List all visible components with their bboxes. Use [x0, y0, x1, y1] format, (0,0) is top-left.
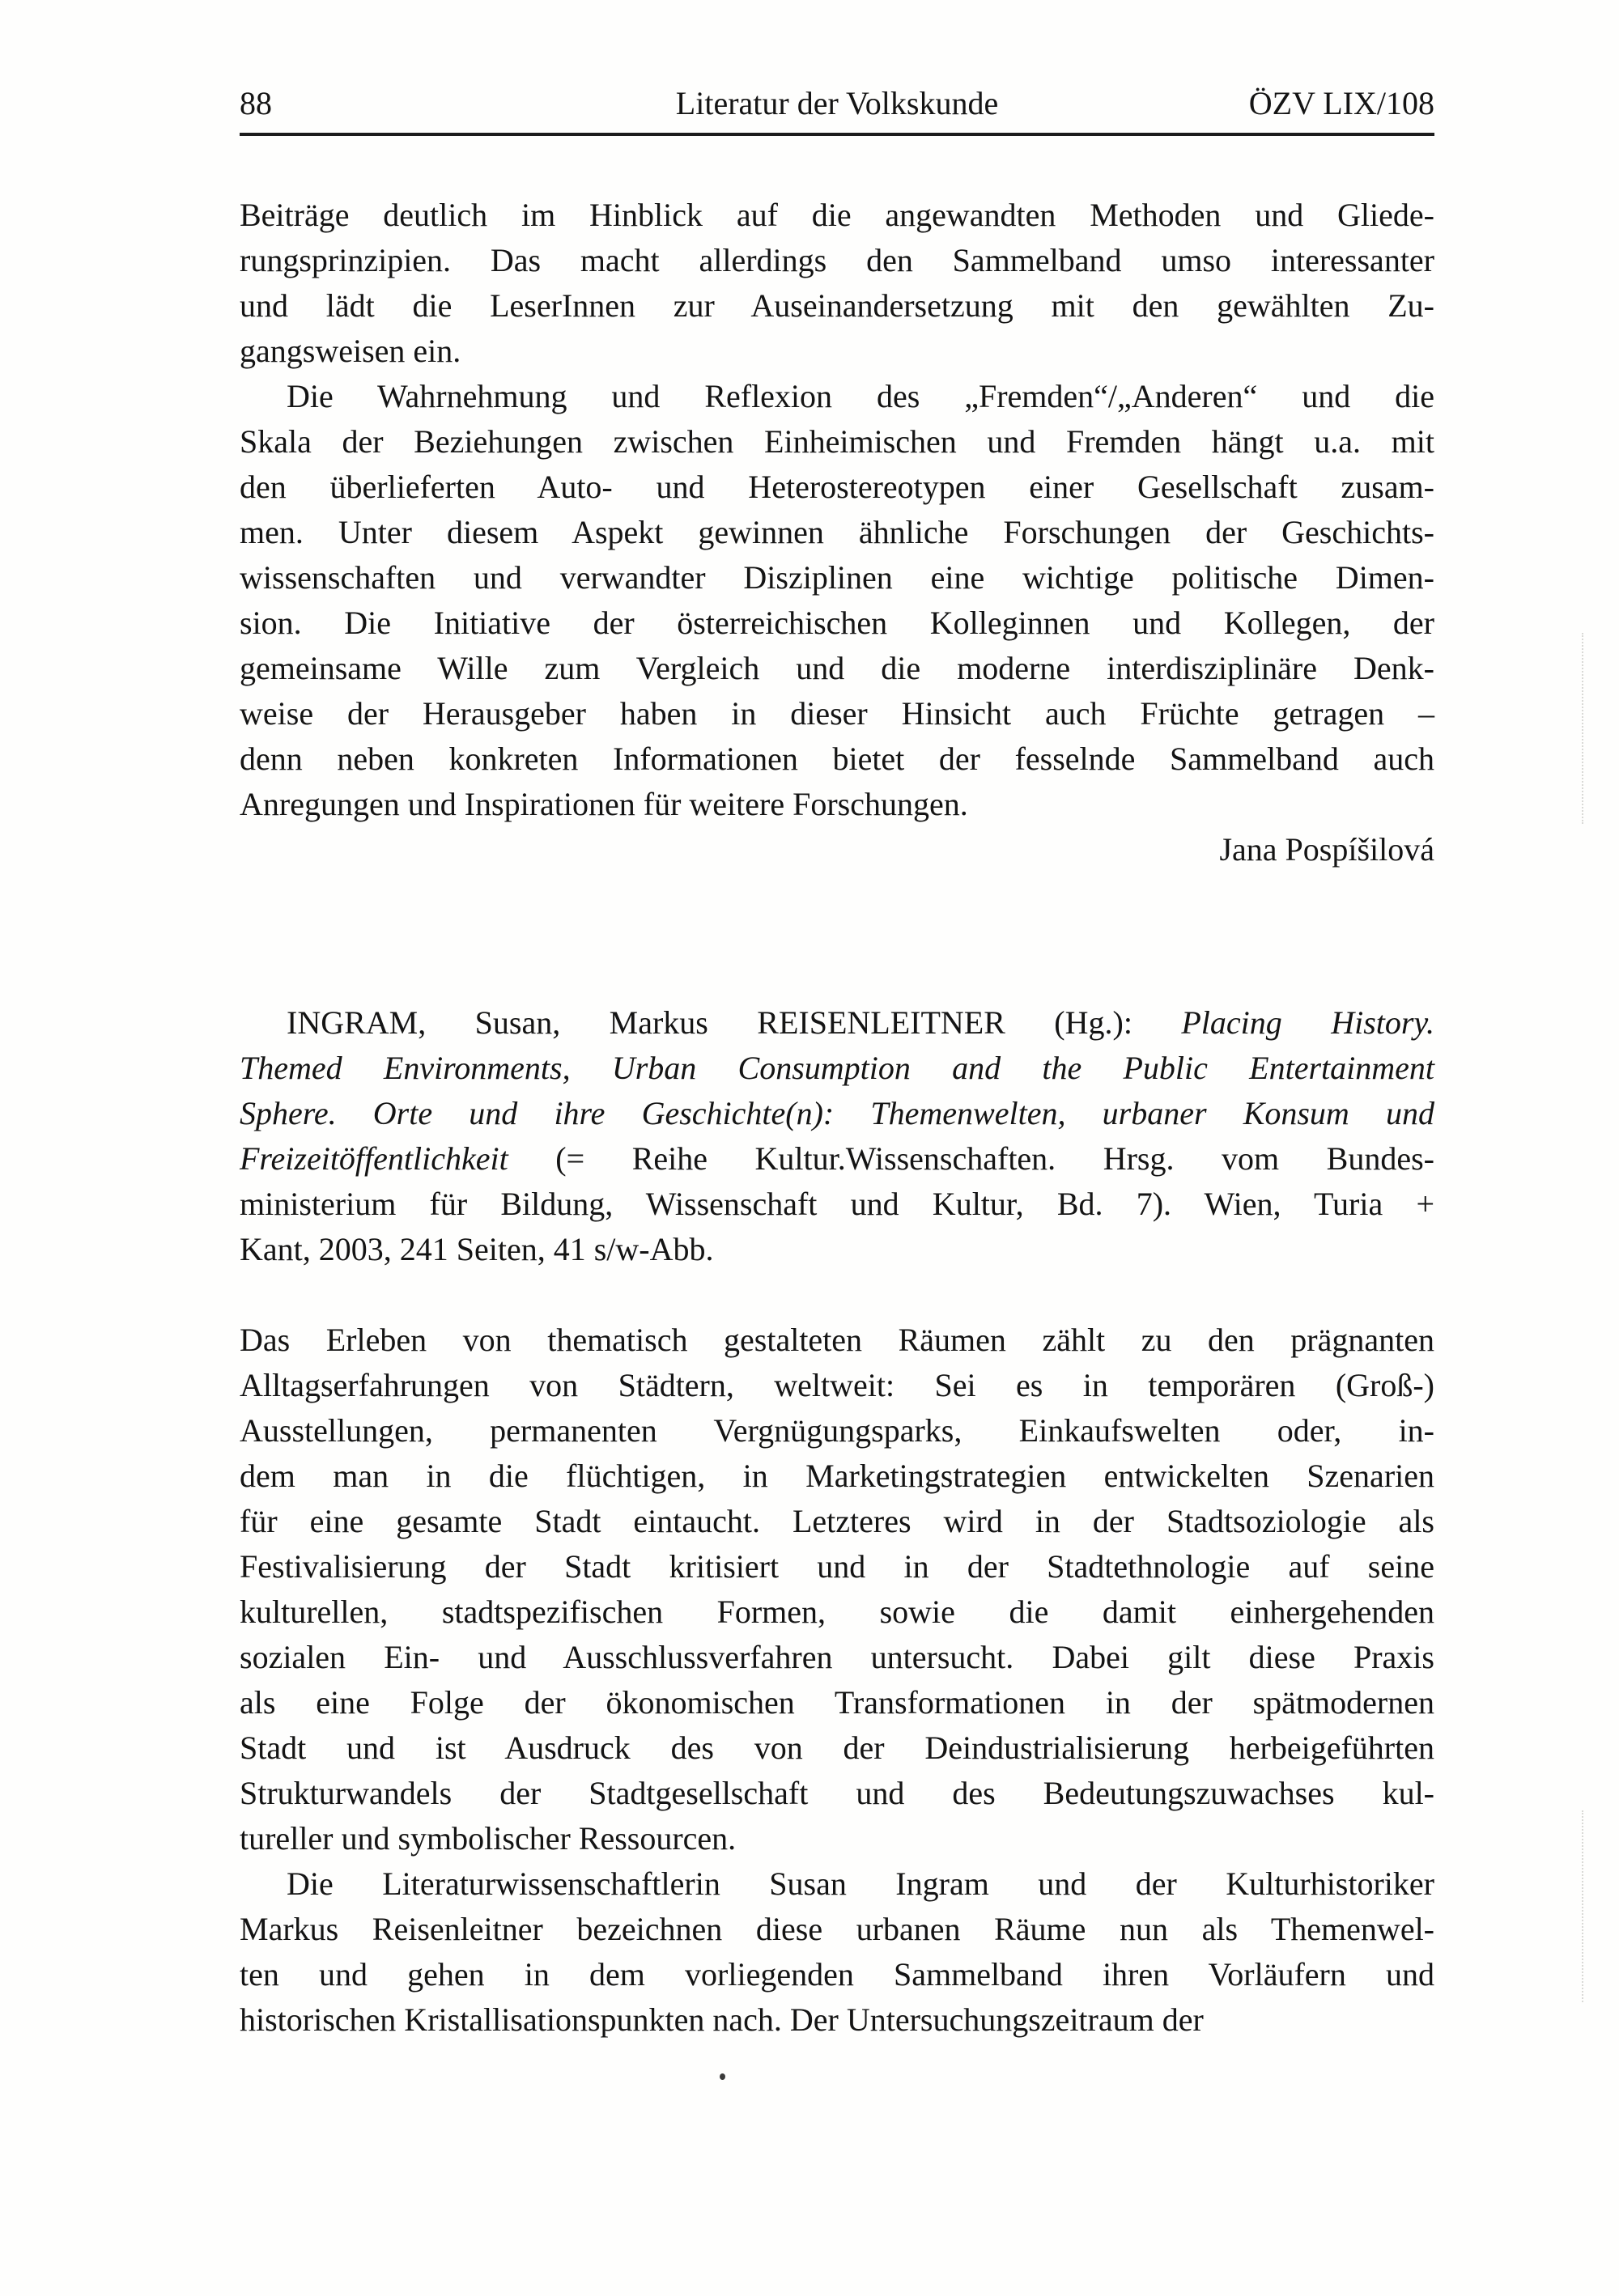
- text-line: Beiträge deutlich im Hinblick auf die angewandten Methoden und Gliede-: [240, 197, 1434, 233]
- scan-artifact-line: [1582, 1810, 1583, 2002]
- paragraph: [240, 374, 1434, 827]
- italic-text-segment: Placing History.: [1181, 1004, 1434, 1041]
- review-previous-text: [240, 193, 1434, 872]
- text-line: Anregungen und Inspirationen für weitere Forschungen.: [240, 786, 968, 822]
- text-line: Skala der Beziehungen zwischen Einheimischen und Fremden hängt u.a. mit: [240, 423, 1434, 460]
- text-line: men. Unter diesem Aspekt gewinnen ähnliche Forschungen der Geschichts-: [240, 514, 1434, 550]
- reviewer-signature: Jana Pospíšilová: [1219, 831, 1434, 868]
- text-segment: Kant, 2003, 241 Seiten, 41 s/w-Abb.: [240, 1231, 714, 1267]
- text-line: [240, 1136, 1434, 1182]
- page-number: 88: [240, 85, 272, 121]
- text-line: kulturellen, stadtspezifischen Formen, sowie die damit einhergehenden: [240, 1594, 1434, 1630]
- paragraph: [240, 1861, 1434, 2043]
- page-content: [240, 0, 1434, 2043]
- text-line: gangsweisen ein.: [240, 333, 461, 369]
- paragraph: [240, 1000, 1434, 1272]
- text-line: [240, 1227, 1434, 1272]
- text-line: Die Literaturwissenschaftlerin Susan Ingram und der Kulturhistoriker: [287, 1865, 1434, 1902]
- text-line: sozialen Ein- und Ausschlussverfahren untersucht. Dabei gilt diese Praxis: [240, 1639, 1434, 1675]
- italic-text-segment: Themed Environments, Urban Consumption and the Public Entertainment: [240, 1050, 1434, 1086]
- header-rule: [240, 133, 1434, 136]
- review-previous-paragraphs: [240, 193, 1434, 827]
- text-line: sion. Die Initiative der österreichischen Kolleginnen und Kollegen, der: [240, 605, 1434, 641]
- text-line: [240, 1091, 1434, 1136]
- text-segment: (= Reihe Kultur.Wissenschaften. Hrsg. vom Bundes-: [508, 1140, 1434, 1177]
- italic-text-segment: Sphere. Orte und ihre Geschichte(n): Themenwelten, urbaner Konsum und: [240, 1095, 1434, 1131]
- text-line: gemeinsame Wille zum Vergleich und die moderne interdisziplinäre Denk-: [240, 650, 1434, 686]
- citation-body-gap: [240, 1272, 1434, 1318]
- book-citation: [240, 1000, 1434, 1272]
- text-line: [240, 1182, 1434, 1227]
- text-line: dem man in die flüchtigen, in Marketingstrategien entwickelten Szenarien: [240, 1458, 1434, 1494]
- text-line: denn neben konkreten Informationen bietet der fesselnde Sammelband auch: [240, 741, 1434, 777]
- text-line: Strukturwandels der Stadtgesellschaft und des Bedeutungszuwachses kul-: [240, 1775, 1434, 1811]
- text-line: Stadt und ist Ausdruck des von der Deindustrialisierung herbeigeführten: [240, 1729, 1434, 1766]
- text-segment: ministerium für Bildung, Wissenschaft und Kultur, Bd. 7). Wien, Turia +: [240, 1186, 1434, 1222]
- text-line: Ausstellungen, permanenten Vergnügungsparks, Einkaufswelten oder, in-: [240, 1412, 1434, 1449]
- text-line: [240, 1046, 1434, 1091]
- text-line: Alltagserfahrungen von Städtern, weltweit: Sei es in temporären (Groß-): [240, 1367, 1434, 1403]
- text-segment: INGRAM, Susan, Markus REISENLEITNER (Hg.):: [287, 1004, 1182, 1041]
- text-line: für eine gesamte Stadt eintaucht. Letzteres wird in der Stadtsoziologie als: [240, 1503, 1434, 1539]
- text-line: den überlieferten Auto- und Heterostereotypen einer Gesellschaft zusam-: [240, 469, 1434, 505]
- journal-reference: ÖZV LIX/108: [1248, 85, 1434, 121]
- text-line: und lädt die LeserInnen zur Auseinandersetzung mit den gewählten Zu-: [240, 287, 1434, 324]
- text-line: Festivalisierung der Stadt kritisiert und in der Stadtethnologie auf seine: [240, 1548, 1434, 1585]
- text-line: wissenschaften und verwandter Disziplinen eine wichtige politische Dimen-: [240, 559, 1434, 596]
- section-gap: [240, 872, 1434, 1000]
- paragraph: [240, 193, 1434, 374]
- text-line: Die Wahrnehmung und Reflexion des „Fremden“/„Anderen“ und die: [287, 378, 1434, 414]
- text-line: als eine Folge der ökonomischen Transformationen in der spätmodernen: [240, 1684, 1434, 1721]
- paragraph: [240, 1318, 1434, 1861]
- text-line: [240, 1000, 1434, 1046]
- text-line: ten und gehen in dem vorliegenden Sammelband ihren Vorläufern und: [240, 1956, 1434, 1993]
- text-line: Markus Reisenleitner bezeichnen diese urbanen Räume nun als Themenwel-: [240, 1911, 1434, 1947]
- text-line: weise der Herausgeber haben in dieser Hinsicht auch Früchte getragen –: [240, 695, 1434, 732]
- text-line: tureller und symbolischer Ressourcen.: [240, 1820, 737, 1857]
- text-line: Das Erleben von thematisch gestalteten Räumen zählt zu den prägnanten: [240, 1322, 1434, 1358]
- page-header: [240, 84, 1434, 123]
- running-title: Literatur der Volkskunde: [675, 85, 999, 121]
- text-line: historischen Kristallisationspunkten nach. Der Untersuchungszeitraum der: [240, 2001, 1204, 2038]
- italic-text-segment: Freizeitöffentlichkeit: [240, 1140, 508, 1177]
- review-ingram-body: [240, 1318, 1434, 2043]
- scan-artifact-line: [1582, 633, 1583, 824]
- scan-artifact-dot: [720, 2073, 725, 2080]
- text-line: rungsprinzipien. Das macht allerdings den Sammelband umso interessanter: [240, 242, 1434, 278]
